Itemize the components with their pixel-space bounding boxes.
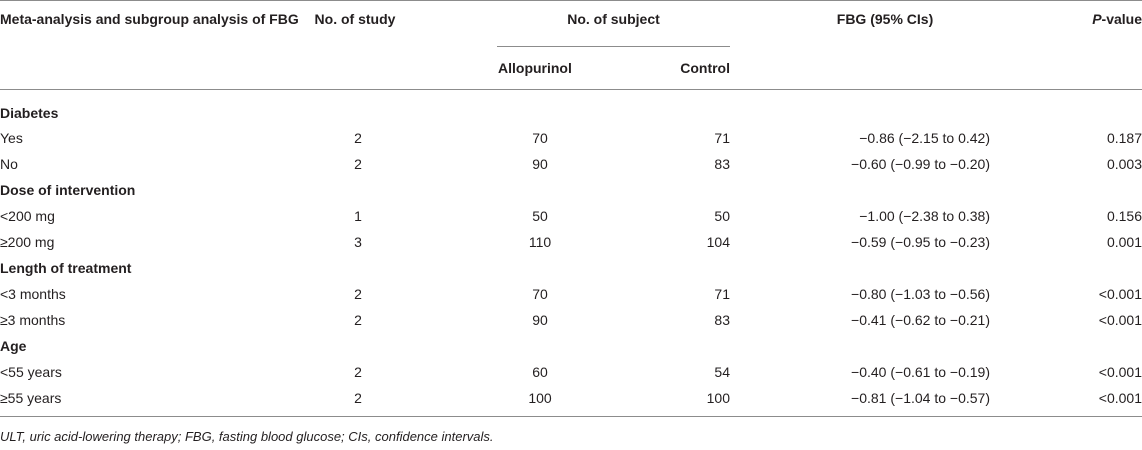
top-rule xyxy=(0,0,1142,1)
header-p-value xyxy=(1060,9,1142,29)
group-title-row xyxy=(0,257,1142,279)
row-fbg: −0.86 (−2.15 to 0.42) xyxy=(859,130,990,146)
row-p-value: 0.003 xyxy=(1106,156,1142,172)
row-study: 2 xyxy=(354,312,362,328)
header-rule xyxy=(0,89,1142,90)
header-meta-analysis: Meta-analysis and subgroup analysis of FBG xyxy=(0,11,299,27)
header-control: Control xyxy=(680,60,730,76)
group-title-row xyxy=(0,335,1142,357)
header-allopurinol: Allopurinol xyxy=(498,60,572,76)
row-allopurinol: 70 xyxy=(532,130,548,146)
row-allopurinol: 50 xyxy=(532,208,548,224)
group-title: Length of treatment xyxy=(0,260,132,276)
header-fbg-ci: FBG (95% CIs) xyxy=(836,11,934,27)
row-p-value: <0.001 xyxy=(1098,390,1142,406)
header-no-of-subject: No. of subject xyxy=(567,11,660,27)
row-p-value: <0.001 xyxy=(1098,286,1142,302)
row-p-value: 0.001 xyxy=(1106,234,1142,250)
row-label: Yes xyxy=(0,130,23,146)
row-label: <55 years xyxy=(0,364,62,380)
row-allopurinol: 90 xyxy=(532,156,548,172)
table-row xyxy=(0,127,1142,149)
table-row xyxy=(0,361,1142,383)
row-study: 2 xyxy=(354,130,362,146)
row-allopurinol: 110 xyxy=(528,234,552,250)
row-study: 2 xyxy=(354,364,362,380)
row-allopurinol: 100 xyxy=(528,390,552,406)
row-control: 83 xyxy=(714,312,730,328)
row-fbg: −0.40 (−0.61 to −0.19) xyxy=(851,364,990,380)
row-fbg: −0.60 (−0.99 to −0.20) xyxy=(851,156,990,172)
table-row xyxy=(0,153,1142,175)
row-p-value: <0.001 xyxy=(1098,312,1142,328)
row-p-value: <0.001 xyxy=(1098,364,1142,380)
row-study: 3 xyxy=(354,234,362,250)
group-title: Age xyxy=(0,338,27,354)
row-fbg: −0.81 (−1.04 to −0.57) xyxy=(851,390,990,406)
row-label: <3 months xyxy=(0,286,66,302)
row-study: 2 xyxy=(354,390,362,406)
row-label: <200 mg xyxy=(0,208,55,224)
row-allopurinol: 70 xyxy=(532,286,548,302)
table-row xyxy=(0,283,1142,305)
row-control: 100 xyxy=(706,390,730,406)
group-title-row xyxy=(0,179,1142,201)
row-fbg: −0.80 (−1.03 to −0.56) xyxy=(851,286,990,302)
row-label: ≥55 years xyxy=(0,390,62,406)
row-study: 1 xyxy=(354,208,362,224)
table-row xyxy=(0,231,1142,253)
row-study: 2 xyxy=(354,156,362,172)
group-title: Diabetes xyxy=(0,105,59,121)
row-p-value: 0.156 xyxy=(1106,208,1142,224)
table-row xyxy=(0,309,1142,331)
header-no-of-study: No. of study xyxy=(314,11,396,27)
row-control: 54 xyxy=(714,364,730,380)
row-control: 83 xyxy=(714,156,730,172)
subject-header-rule xyxy=(497,46,730,47)
row-label: ≥3 months xyxy=(0,312,66,328)
row-control: 50 xyxy=(714,208,730,224)
group-title: Dose of intervention xyxy=(0,182,136,198)
table-row xyxy=(0,205,1142,227)
row-control: 71 xyxy=(714,130,730,146)
row-allopurinol: 60 xyxy=(532,364,548,380)
header-p-italic: P xyxy=(1092,11,1102,27)
table-row xyxy=(0,387,1142,409)
row-study: 2 xyxy=(354,286,362,302)
header-p-suffix: -value xyxy=(1101,11,1142,27)
row-p-value: 0.187 xyxy=(1106,130,1142,146)
row-fbg: −0.59 (−0.95 to −0.23) xyxy=(851,234,990,250)
row-control: 104 xyxy=(706,234,730,250)
row-label: ≥200 mg xyxy=(0,234,55,250)
row-fbg: −1.00 (−2.38 to 0.38) xyxy=(859,208,990,224)
bottom-rule xyxy=(0,416,1142,417)
row-allopurinol: 90 xyxy=(532,312,548,328)
table-footnote: ULT, uric acid-lowering therapy; FBG, fasting blood glucose; CIs, confidence intervals. xyxy=(0,429,494,444)
row-fbg: −0.41 (−0.62 to −0.21) xyxy=(851,312,990,328)
group-title-row xyxy=(0,102,1142,124)
row-label: No xyxy=(0,156,18,172)
row-control: 71 xyxy=(714,286,730,302)
